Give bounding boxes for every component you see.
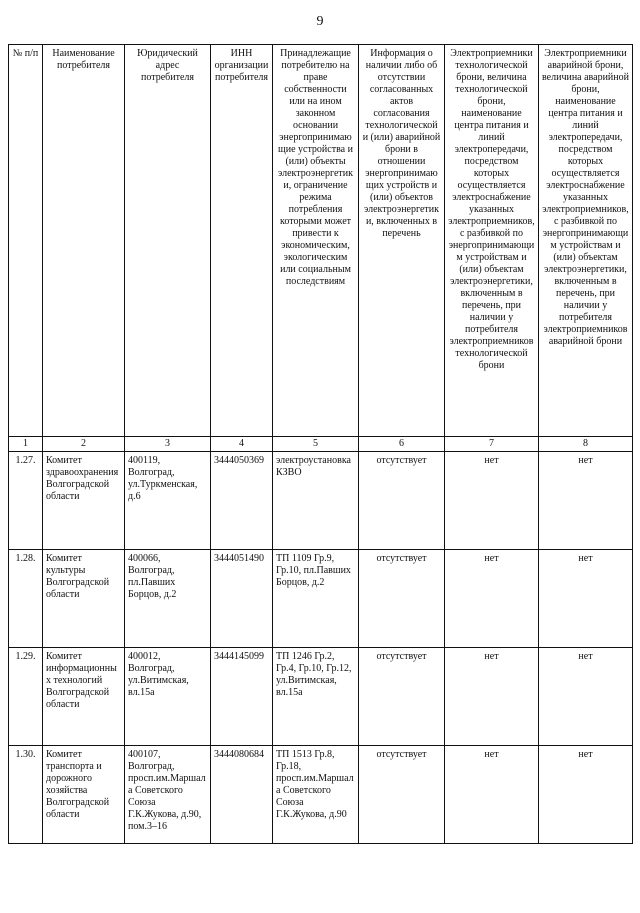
emergency-reserve-value: нет: [539, 648, 633, 746]
agreed-acts-status: отсутствует: [359, 452, 445, 550]
legal-address: 400107, Волгоград, просп.им.Маршала Советского Союза Г.К.Жукова, д.90, пом.3–16: [125, 746, 211, 844]
agreed-acts-status: отсутствует: [359, 550, 445, 648]
inn-value: 3444080684: [211, 746, 273, 844]
legal-address: 400012, Волгоград, ул.Витимская, вл.15а: [125, 648, 211, 746]
page-number: 9: [316, 14, 324, 29]
header-inn: ИНН организации потребителя: [211, 45, 273, 437]
column-number: 6: [359, 437, 445, 452]
header-energy-objects: Принадлежащие потребителю на праве собственности или на ином законном основании энергопринимающие устройства и (или) объекты электроэнергетики, ограничение режима потребления которыми может привести к экономическим, экологическим или социальным последствиям: [273, 45, 359, 437]
inn-value: 3444051490: [211, 550, 273, 648]
column-number-row: [9, 437, 633, 452]
column-number: 1: [9, 437, 43, 452]
row-number: 1.27.: [9, 452, 43, 550]
energy-objects: ТП 1513 Гр.8, Гр.18, просп.им.Маршала Советского Союза Г.К.Жукова, д.90: [273, 746, 359, 844]
energy-objects: ТП 1246 Гр.2, Гр.4, Гр.10, Гр.12, ул.Витимская, вл.15а: [273, 648, 359, 746]
column-number: 4: [211, 437, 273, 452]
column-number: 5: [273, 437, 359, 452]
column-number: 7: [445, 437, 539, 452]
header-number: № п/п: [9, 45, 43, 437]
technological-reserve-value: нет: [445, 452, 539, 550]
consumer-name: Комитет здравоохранения Волгоградской области: [43, 452, 125, 550]
header-row: [9, 45, 633, 437]
consumer-name: Комитет транспорта и дорожного хозяйства Волгоградской области: [43, 746, 125, 844]
energy-objects: ТП 1109 Гр.9, Гр.10, пл.Павших Борцов, д.2: [273, 550, 359, 648]
header-agreed-acts: Информация о наличии либо об отсутствии согласованных актов согласования технологической и (или) аварийной брони в отношении энергопринимающих устройств и (или) объектов электроэнергетики, включенных в перечень: [359, 45, 445, 437]
header-legal-address: Юридический адрес потребителя: [125, 45, 211, 437]
header-consumer-name: Наименование потребителя: [43, 45, 125, 437]
row-number: 1.29.: [9, 648, 43, 746]
header-emergency-reserve: Электроприемники аварийной брони, величина аварийной брони, наименование центра питания и линий электропередачи, посредством которых осуществляется электроснабжение указанных электроприемников, с разбивкой по энергопринимающим устройствам и (или) объектам электроэнергетики, включенным в перечень, при наличии у потребителя электроприемников аварийной брони: [539, 45, 633, 437]
emergency-reserve-value: нет: [539, 452, 633, 550]
column-number: 2: [43, 437, 125, 452]
row-number: 1.28.: [9, 550, 43, 648]
table-row: [9, 452, 633, 550]
header-technological-reserve: Электроприемники технологической брони, величина технологической брони, наименование центра питания и линий электропередачи, посредством которых осуществляется электроснабжение указанных электроприемников, с разбивкой по энергопринимающим устройствам и (или) объектам электроэнергетики, включенным в перечень, при наличии у потребителя электроприемников технологической брони: [445, 45, 539, 437]
consumer-name: Комитет информационных технологий Волгоградской области: [43, 648, 125, 746]
emergency-reserve-value: нет: [539, 550, 633, 648]
inn-value: 3444050369: [211, 452, 273, 550]
consumer-name: Комитет культуры Волгоградской области: [43, 550, 125, 648]
emergency-reserve-value: нет: [539, 746, 633, 844]
technological-reserve-value: нет: [445, 746, 539, 844]
legal-address: 400066, Волгоград, пл.Павших Борцов, д.2: [125, 550, 211, 648]
energy-objects: электроустановка КЗВО: [273, 452, 359, 550]
table-row: [9, 746, 633, 844]
table-row: [9, 550, 633, 648]
consumers-table: [8, 44, 633, 844]
legal-address: 400119, Волгоград, ул.Туркменская, д.6: [125, 452, 211, 550]
column-number: 3: [125, 437, 211, 452]
agreed-acts-status: отсутствует: [359, 746, 445, 844]
technological-reserve-value: нет: [445, 550, 539, 648]
technological-reserve-value: нет: [445, 648, 539, 746]
table-row: [9, 648, 633, 746]
agreed-acts-status: отсутствует: [359, 648, 445, 746]
inn-value: 3444145099: [211, 648, 273, 746]
row-number: 1.30.: [9, 746, 43, 844]
column-number: 8: [539, 437, 633, 452]
